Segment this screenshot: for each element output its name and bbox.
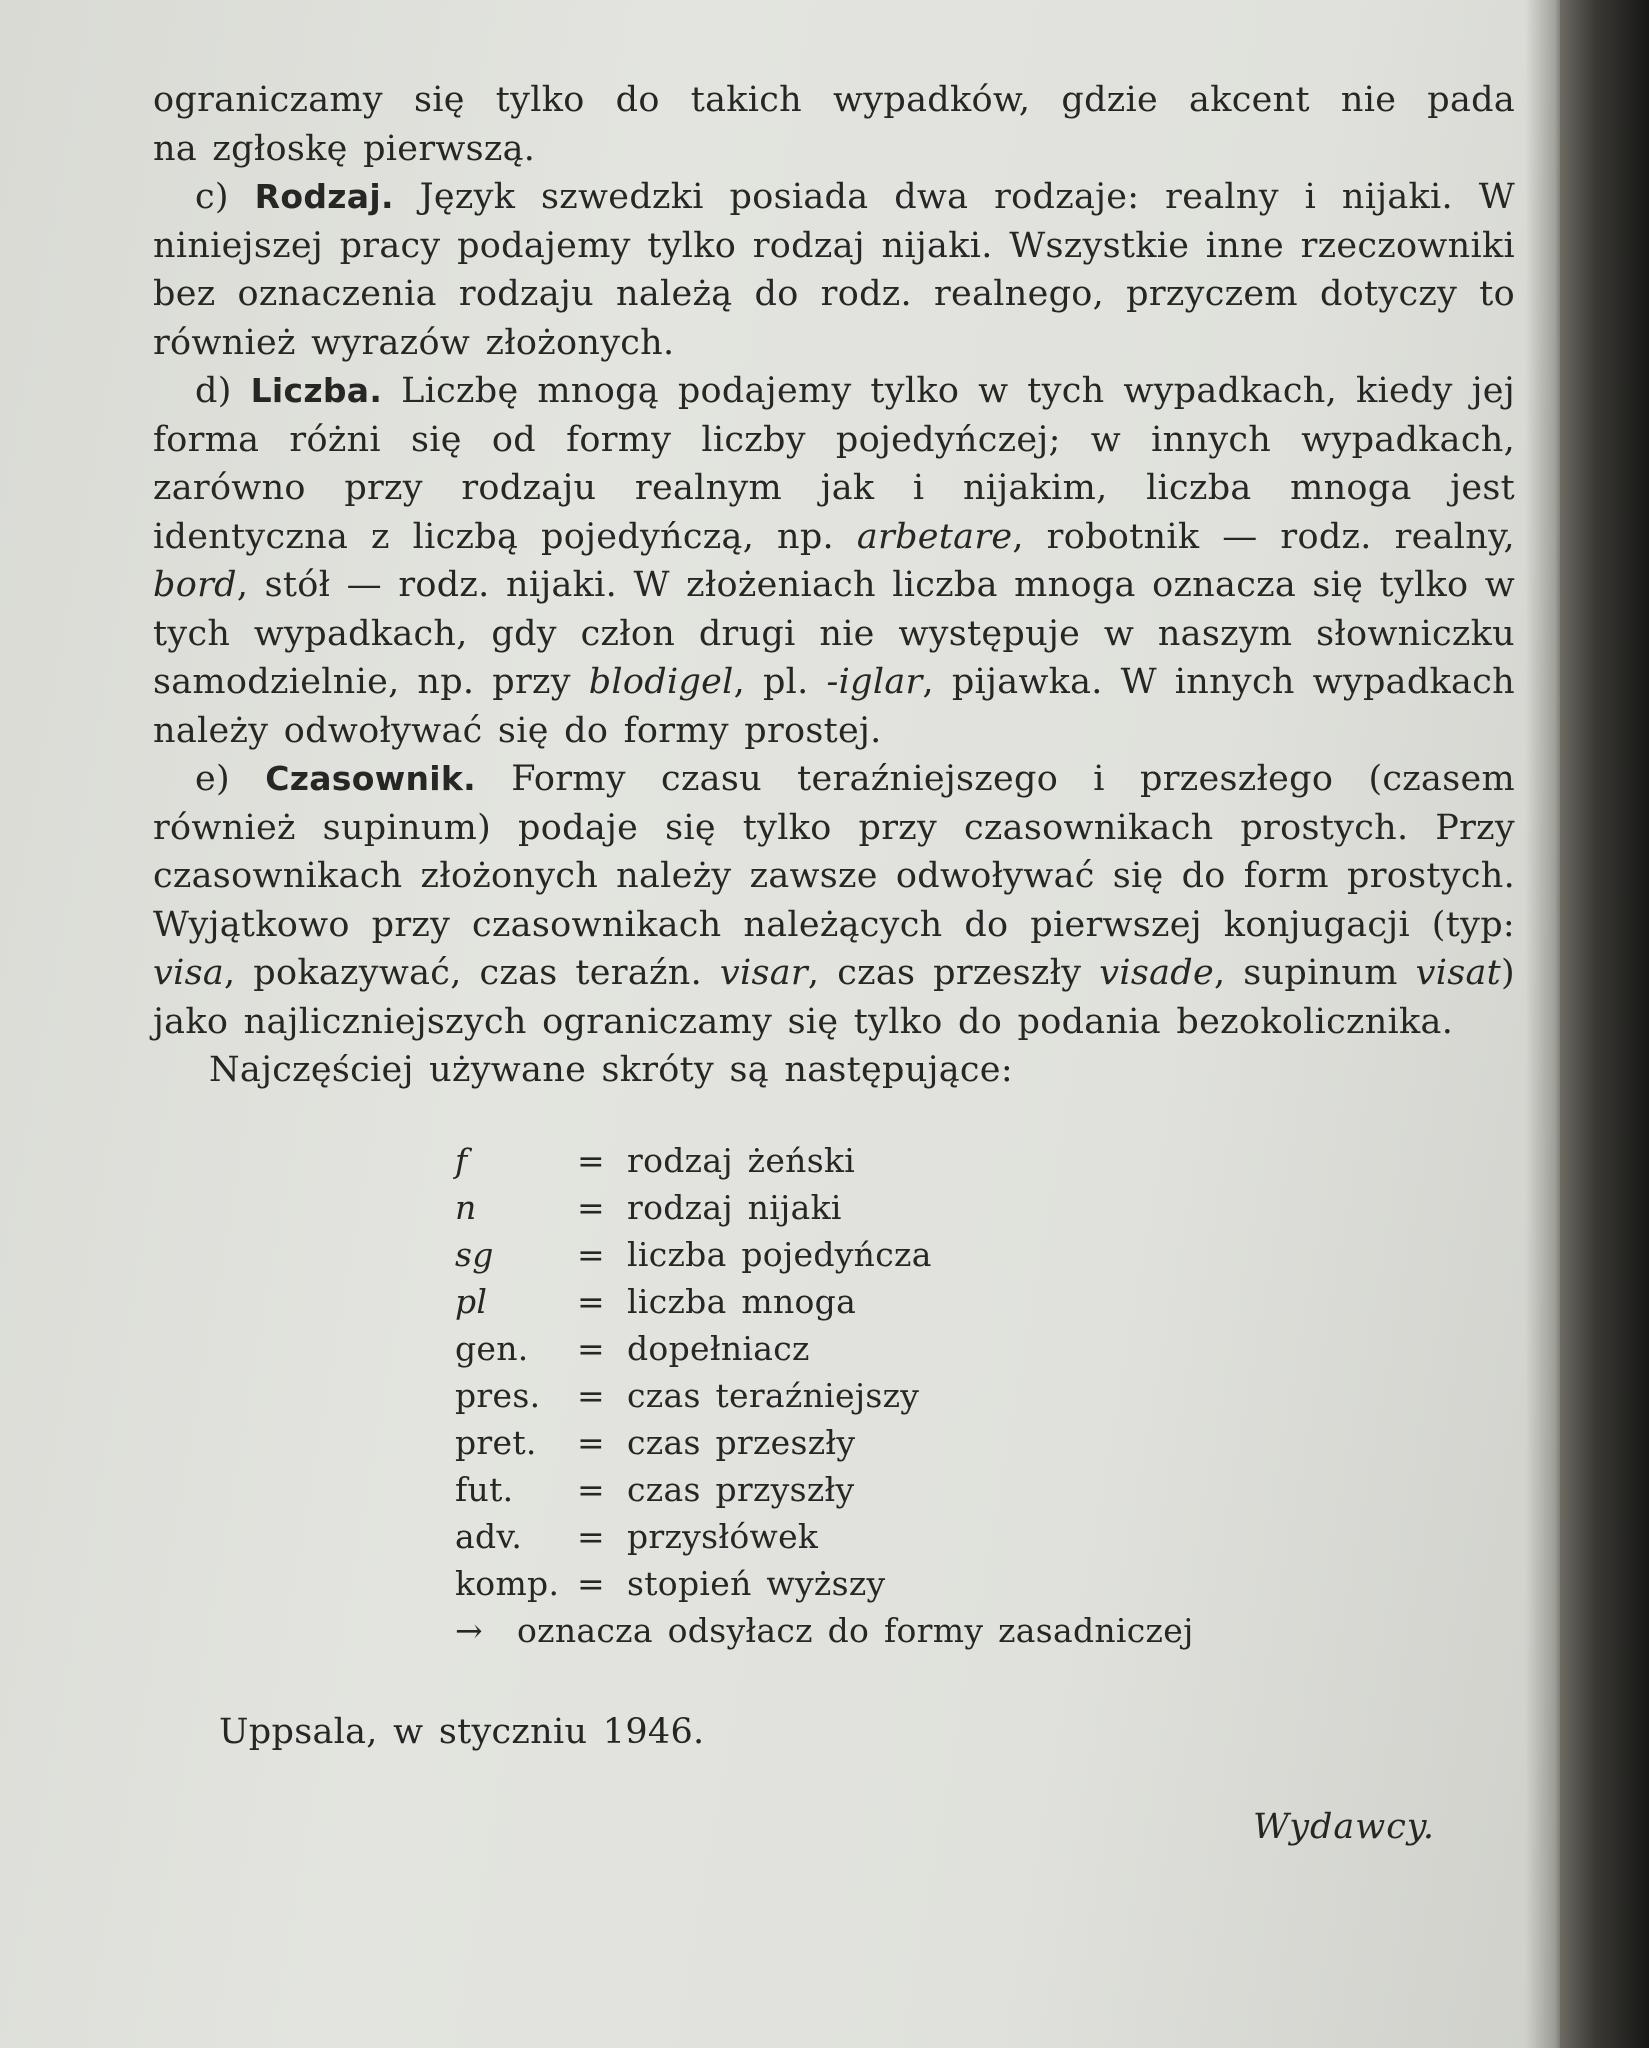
- abbreviation-row: [455, 1278, 1515, 1325]
- section-czasownik-text-3: , czas przeszły: [807, 953, 1082, 993]
- abbreviation-row: [455, 1231, 1515, 1278]
- equals-sign: =: [577, 1187, 605, 1227]
- abbreviation-list: [455, 1137, 1515, 1654]
- example-visat: visat: [1415, 953, 1501, 993]
- intro-line-1: ograniczamy się tylko do takich wypadków, gdzie akcent nie pada: [153, 80, 1515, 120]
- page-edge-shadow: [1525, 0, 1560, 2048]
- section-rodzaj-text: Język szwedzki posiada dwa rodzaje: realny i nijaki. W niniejszej pracy podajemy tylko rodzaj nijaki. Wszystkie inne rzeczowniki bez oznaczenia rodzaju należą do rodz. realnego, przyczem dotyczy to również wyrazów złożonych.: [153, 177, 1515, 363]
- equals-sign: =: [577, 1469, 605, 1509]
- section-liczba-label: d): [195, 371, 232, 411]
- abbreviation-key: adv.: [455, 1516, 523, 1556]
- abbreviation-key: gen.: [455, 1328, 529, 1368]
- arrow-note: [455, 1607, 1515, 1654]
- abbreviation-key: n: [455, 1187, 477, 1227]
- signature: Wydawcy.: [1253, 1807, 1436, 1847]
- section-czasownik-text-5: ) jako najliczniejszych ograniczamy się tylko do podania bezokolicznika.: [153, 953, 1515, 1042]
- abbreviation-row: [455, 1137, 1515, 1184]
- abbreviation-value: czas przeszły: [627, 1422, 856, 1462]
- abbreviation-key: fut.: [455, 1469, 514, 1509]
- section-rodzaj-heading: Rodzaj.: [254, 177, 394, 216]
- abbreviation-key: sg: [455, 1234, 494, 1274]
- abbreviation-row: [455, 1419, 1515, 1466]
- equals-sign: =: [577, 1328, 605, 1368]
- equals-sign: =: [577, 1140, 605, 1180]
- section-czasownik-text-4: , supinum: [1213, 953, 1398, 993]
- abbreviation-row: [455, 1372, 1515, 1419]
- abbreviation-value: czas teraźniejszy: [627, 1375, 920, 1415]
- example-visa: visa: [153, 953, 224, 993]
- section-liczba-heading: Liczba.: [250, 371, 383, 410]
- place-date: Uppsala, w styczniu 1946.: [219, 1711, 705, 1752]
- example-iglar: -iglar: [826, 662, 923, 702]
- abbreviation-row: [455, 1325, 1515, 1372]
- section-rodzaj: [153, 173, 1515, 367]
- equals-sign: =: [577, 1375, 605, 1415]
- abbreviation-key: pres.: [455, 1375, 541, 1415]
- abbreviation-key: pret.: [455, 1422, 537, 1462]
- abbreviation-value: rodzaj nijaki: [627, 1187, 842, 1227]
- abbreviations-intro: Najczęściej używane skróty są następujące:: [209, 1050, 1013, 1090]
- abbreviation-key: f: [455, 1140, 468, 1180]
- section-liczba-text-5: , pijawka. W innych wypadkach należy odwoływać się do formy prostej.: [153, 662, 1515, 751]
- abbreviation-value: przysłówek: [627, 1516, 819, 1556]
- abbreviation-key: komp.: [455, 1563, 560, 1603]
- intro-line-2: na zgłoskę pierwszą.: [153, 128, 536, 169]
- section-liczba-text-4: , pl.: [733, 662, 809, 702]
- abbreviation-row: [455, 1466, 1515, 1513]
- example-bord: bord: [153, 565, 237, 605]
- equals-sign: =: [577, 1281, 605, 1321]
- section-czasownik-text-1: Formy czasu teraźniejszego i przeszłego (czasem również supinum) podaje się tylko przy czasownikach prostych. Przy czasownikach złożonych należy zawsze odwoływać się do form prostych. Wyjątkowo przy czasownikach należących do pierwszej konjugacji (typ:: [153, 759, 1515, 945]
- abbreviation-value: dopełniacz: [627, 1328, 810, 1368]
- section-liczba-text-3: , stół — rodz. nijaki. W złożeniach liczba mnoga oznacza się tylko w tych wypadkach, gdy człon drugi nie występuje w naszym słowniczku samodzielnie, np. przy: [153, 565, 1515, 702]
- equals-sign: =: [577, 1422, 605, 1462]
- example-blodigel: blodigel: [588, 662, 734, 702]
- abbreviation-row: [455, 1184, 1515, 1231]
- section-czasownik-text-2: , pokazywać, czas teraźn.: [224, 953, 703, 993]
- abbreviation-value: rodzaj żeński: [627, 1140, 856, 1180]
- abbreviation-row: [455, 1513, 1515, 1560]
- section-rodzaj-label: c): [195, 177, 229, 217]
- arrow-right-icon: →: [455, 1610, 483, 1650]
- section-czasownik: [153, 755, 1515, 1046]
- section-liczba-text-2: , robotnik — rodz. realny,: [1012, 516, 1515, 557]
- abbreviation-value: liczba mnoga: [627, 1281, 857, 1321]
- abbreviation-key: pl: [455, 1281, 488, 1321]
- example-arbetare: arbetare: [856, 516, 1013, 557]
- page-text: [153, 76, 1515, 1791]
- book-spine-shadow: [1560, 0, 1649, 2048]
- example-visade: visade: [1099, 953, 1214, 993]
- arrow-note-text: oznacza odsyłacz do formy zasadniczej: [517, 1610, 1194, 1650]
- section-liczba: [153, 367, 1515, 755]
- section-czasownik-label: e): [195, 759, 230, 799]
- abbreviation-value: stopień wyższy: [627, 1563, 886, 1603]
- abbreviation-value: czas przyszły: [627, 1469, 855, 1509]
- equals-sign: =: [577, 1234, 605, 1274]
- abbreviation-value: liczba pojedyńcza: [627, 1234, 932, 1274]
- section-czasownik-heading: Czasownik.: [265, 759, 476, 798]
- section-liczba-text-1: Liczbę mnogą podajemy tylko w tych wypadkach, kiedy jej forma różni się od formy liczby pojedyńczej; w innych wypadkach, zarówno przy rodzaju realnym jak i nijakim, liczba mnoga jest identyczna z liczbą pojedyńczą, np.: [153, 371, 1515, 557]
- abbreviation-row: [455, 1560, 1515, 1607]
- equals-sign: =: [577, 1516, 605, 1556]
- example-visar: visar: [719, 953, 808, 993]
- equals-sign: =: [577, 1563, 605, 1603]
